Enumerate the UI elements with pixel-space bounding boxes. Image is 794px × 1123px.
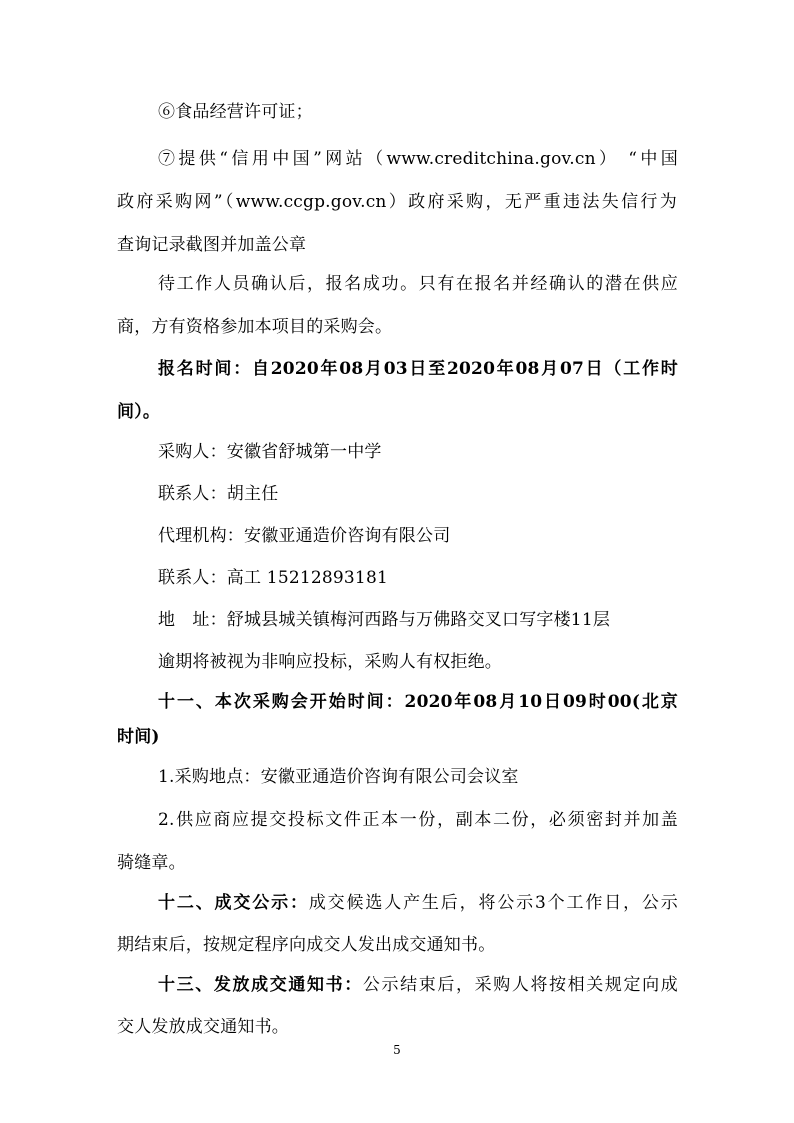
agency: 代理机构：安徽亚通造价咨询有限公司 (158, 526, 451, 546)
purchaser: 采购人：安徽省舒城第一中学 (158, 442, 382, 462)
bid-docs-requirement-line1: 2.供应商应提交投标文件正本一份，副本二份，必须密封并加盖 (158, 810, 678, 830)
section-13-text: 公示结束后，采购人将按相关规定向成 (362, 975, 678, 995)
section-13-line2: 交人发放成交通知书。 (117, 1017, 289, 1037)
purchaser-contact: 联系人：胡主任 (158, 484, 279, 504)
bid-docs-requirement-line2: 骑缝章。 (117, 853, 186, 873)
requirement-credit-check-line3: 查询记录截图并加盖公章 (117, 235, 307, 255)
procurement-location: 1.采购地点：安徽亚通造价咨询有限公司会议室 (158, 767, 519, 787)
section-12-text: 成交候选人产生后，将公示3个工作日，公示 (308, 893, 678, 913)
registration-time-line1: 报名时间：自2020年08月03日至2020年08月07日（工作时 (158, 359, 678, 379)
confirmation-paragraph-line2: 商，方有资格参加本项目的采购会。 (117, 317, 393, 337)
requirement-credit-check-line2: 政府采购网”（www.ccgp.gov.cn）政府采购，无严重违法失信行为 (117, 192, 677, 212)
agency-contact: 联系人：高工 15212893181 (158, 568, 388, 588)
requirement-food-license: ⑥食品经营许可证； (158, 102, 313, 122)
registration-time-line2: 间）。 (117, 402, 161, 422)
section-11-title-line2: 时间) (117, 727, 160, 747)
section-12-label: 十二、成交公示： (158, 893, 309, 913)
section-12-line1 (158, 891, 678, 915)
page-number: 5 (393, 1043, 401, 1057)
agency-address: 地 址：舒城县城关镇梅河西路与万佛路交叉口写字楼11层 (158, 610, 611, 630)
section-13-label: 十三、发放成交通知书： (158, 975, 363, 995)
confirmation-paragraph-line1: 待工作人员确认后，报名成功。只有在报名并经确认的潜在供应 (158, 274, 678, 294)
late-notice: 逾期将被视为非响应投标，采购人有权拒绝。 (158, 652, 502, 672)
requirement-credit-check-line1: ⑦提供“信用中国”网站（www.creditchina.gov.cn） “中国 (158, 149, 678, 169)
section-11-title-line1: 十一、本次采购会开始时间：2020年08月10日09时00(北京 (158, 692, 678, 712)
section-13-line1 (158, 973, 678, 997)
section-12-line2: 期结束后，按规定程序向成交人发出成交通知书。 (117, 935, 496, 955)
